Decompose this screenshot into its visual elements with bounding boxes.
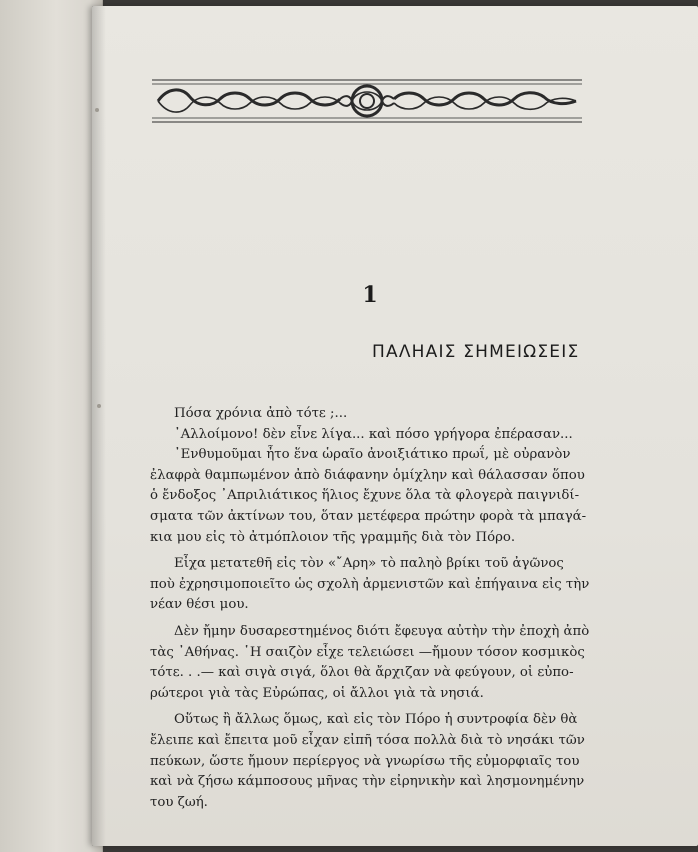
text-line: Οὕτως ἢ ἄλλως ὅμως, καὶ εἰς τὸν Πόρο ἡ συντροφία δὲν θὰ (174, 712, 578, 728)
text-line: ᾿Αλλοίμονο! δὲν εἶνε λίγα... καὶ πόσο γρήγορα ἐπέρασαν... (174, 426, 573, 442)
chapter-number: 1 (362, 282, 378, 308)
text-line: ποὺ ἐχρησιμοποιεῖτο ὡς σχολὴ ἀρμενιστῶν καὶ ἐπήγαινα εἰς τὴν (150, 576, 590, 592)
text-line: πεύκων, ὥστε ἤμουν περίεργος νὰ γνωρίσω τῆς εὐμορφιαῖς του (150, 753, 580, 769)
text-line: Εἶχα μετατεθῆ εἰς τὸν «῎Αρη» τὸ παληὸ βρίκι τοῦ ἀγῶνος (174, 556, 564, 572)
text-line: τὰς ᾿Αθήνας. ῾Η σαιζὸν εἶχε τελειώσει —ἤμουν τόσον κοσμικὸς (150, 644, 585, 660)
binding-hole (97, 404, 101, 408)
text-line: σματα τῶν ἀκτίνων του, ὅταν μετέφερα πρώτην φορὰ τὰ μπαγά- (150, 508, 587, 524)
text-line: ὁ ἔνδοξος ᾿Απριλιάτικος ἥλιος ἔχυνε ὅλα τὰ φλογερὰ παιγνιδί- (150, 488, 580, 504)
gutter-shadow (92, 6, 106, 846)
left-page-edge (0, 0, 103, 852)
text-line: ρώτεροι γιὰ τὰς Εὐρώπας, οἱ ἄλλοι γιὰ τὰ νησιά. (150, 685, 484, 701)
paragraph (150, 425, 590, 446)
text-line: τότε. . .— καὶ σιγὰ σιγά, ὅλοι θὰ ἄρχιζαν νὰ φεύγουν, οἱ εὐπο- (150, 665, 574, 681)
paragraph (150, 404, 590, 425)
text-line: Δὲν ἤμην δυσαρεστημένος διότι ἔφευγα αὐτὴν τὴν ἐποχὴ ἀπὸ (174, 623, 590, 639)
paragraph (150, 710, 590, 813)
text-line: Πόσα χρόνια ἀπὸ τότε ;... (174, 406, 348, 421)
text-line: κια μου εἰς τὸ ἀτμόπλοιον τῆς γραμμῆς διὰ τὸν Πόρο. (150, 529, 516, 545)
binding-hole (95, 108, 99, 112)
text-line: καὶ νὰ ζήσω κάμποσους μῆνας τὴν εἰρηνικὴν καὶ λησμονημένην (150, 774, 585, 790)
paragraph (150, 554, 590, 616)
text-line: του ζωή. (150, 794, 208, 810)
text-line: νέαν θέσι μου. (150, 597, 249, 613)
text-line: ἐλαφρὰ θαμπωμένον ἀπὸ διάφανην ὁμίχλην καὶ θάλασσαν ὅπου (150, 467, 585, 483)
text-line: ᾿Ενθυμοῦμαι ἦτο ἕνα ὡραῖο ἀνοιξιάτικο πρωΐ, μὲ οὐρανὸν (174, 447, 571, 463)
paragraph (150, 622, 590, 704)
paragraph (150, 445, 590, 548)
text-line: ἔλειπε καὶ ἔπειτα μοῦ εἶχαν εἰπῆ τόσα πολλὰ διὰ τὸ νησάκι τῶν (150, 732, 585, 748)
decorative-border-ornament (152, 72, 582, 130)
chapter-title: ΠΑΛΗΑΙΣ ΣΗΜΕΙΩΣΕΙΣ (372, 342, 580, 362)
body-text (150, 404, 590, 813)
